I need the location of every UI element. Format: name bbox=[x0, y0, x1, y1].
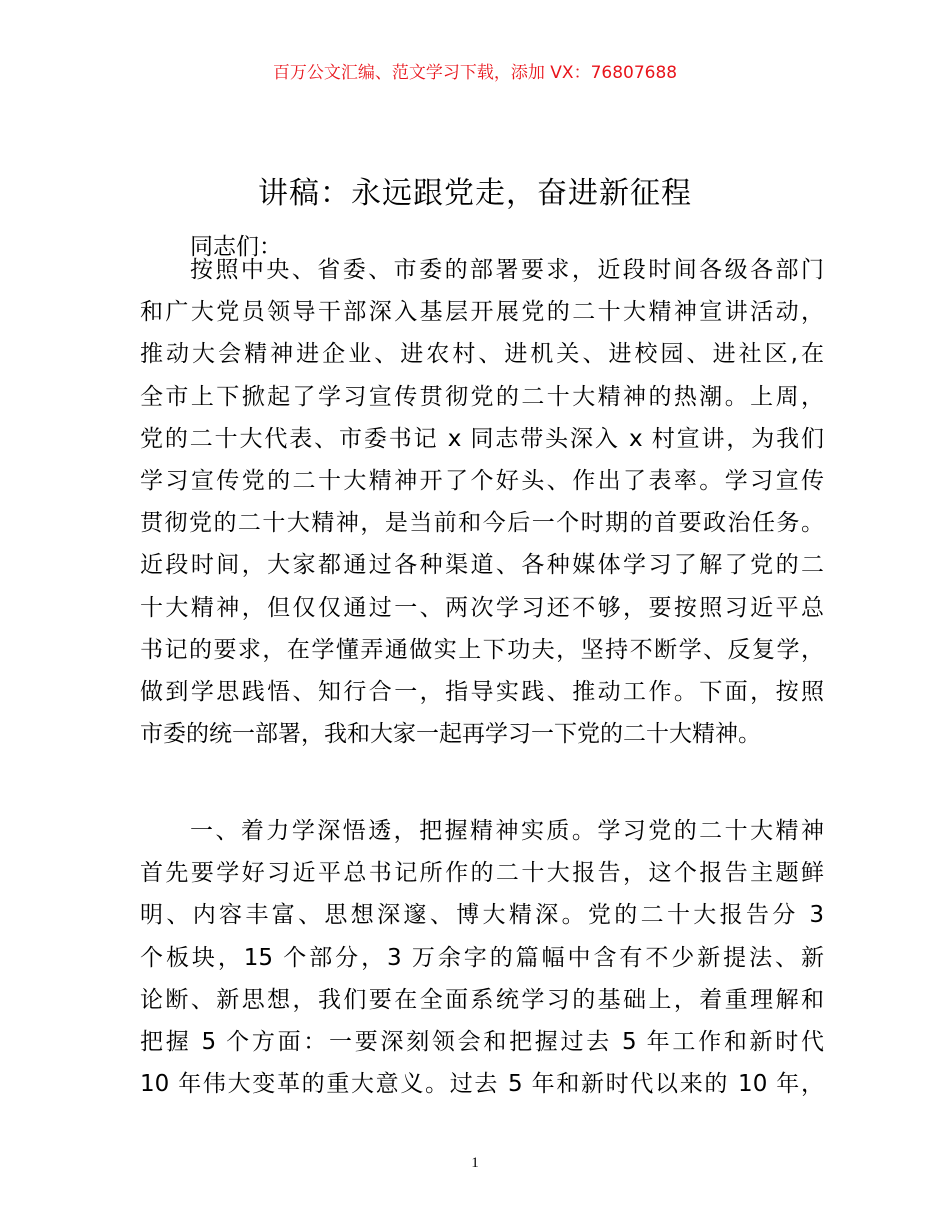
watermark-header: 百万公文汇编、范文学习下载，添加 VX：76807688 bbox=[272, 63, 678, 83]
text-line: 做到学思践悟、知行合一，指导实践、推动工作。下面，按照 bbox=[140, 678, 824, 705]
greeting: 同志们： bbox=[190, 234, 282, 260]
text-line: 近段时间，大家都通过各种渠道、各种媒体学习了解了党的二 bbox=[140, 552, 824, 579]
document-title: 讲稿：永远跟党走，奋进新征程 bbox=[258, 176, 692, 211]
text-line: 10 年伟大变革的重大意义。过去 5 年和新时代以来的 10 年， bbox=[140, 1071, 824, 1098]
text-line: 明、内容丰富、思想深邃、博大精深。党的二十大报告分 3 bbox=[140, 902, 824, 929]
text-line: 全市上下掀起了学习宣传贯彻党的二十大精神的热潮。上周， bbox=[140, 383, 824, 410]
text-line: 一、着力学深悟透，把握精神实质。学习党的二十大精神 bbox=[190, 818, 824, 844]
text-line: 市委的统一部署，我和大家一起再学习一下党的二十大精神。 bbox=[140, 721, 761, 748]
text-line: 首先要学好习近平总书记所作的二十大报告，这个报告主题鲜 bbox=[140, 860, 824, 887]
text-line: 和广大党员领导干部深入基层开展党的二十大精神宣讲活动， bbox=[140, 299, 824, 326]
text-line: 党的二十大代表、市委书记 x 同志带头深入 x 村宣讲，为我们 bbox=[140, 425, 824, 452]
text-line: 个板块，15 个部分，3 万余字的篇幅中含有不少新提法、新 bbox=[140, 944, 824, 971]
paragraph-2 bbox=[140, 810, 824, 1105]
text-line: 把握 5 个方面：一要深刻领会和把握过去 5 年工作和新时代 bbox=[140, 1028, 824, 1055]
page-number: 1 bbox=[471, 1155, 479, 1171]
text-line: 书记的要求，在学懂弄通做实上下功夫，坚持不断学、反复学， bbox=[140, 636, 824, 663]
text-line: 推动大会精神进企业、进农村、进机关、进校园、进社区,在 bbox=[140, 341, 824, 368]
text-line: 十大精神，但仅仅通过一、两次学习还不够，要按照习近平总 bbox=[140, 594, 824, 621]
text-line: 贯彻党的二十大精神，是当前和今后一个时期的首要政治任务。 bbox=[140, 510, 824, 537]
text-line: 按照中央、省委、市委的部署要求，近段时间各级各部门 bbox=[190, 257, 824, 283]
text-line: 学习宣传党的二十大精神开了个好头、作出了表率。学习宣传 bbox=[140, 467, 824, 494]
text-line: 论断、新思想，我们要在全面系统学习的基础上，着重理解和 bbox=[140, 986, 824, 1013]
paragraph-1 bbox=[140, 249, 824, 755]
